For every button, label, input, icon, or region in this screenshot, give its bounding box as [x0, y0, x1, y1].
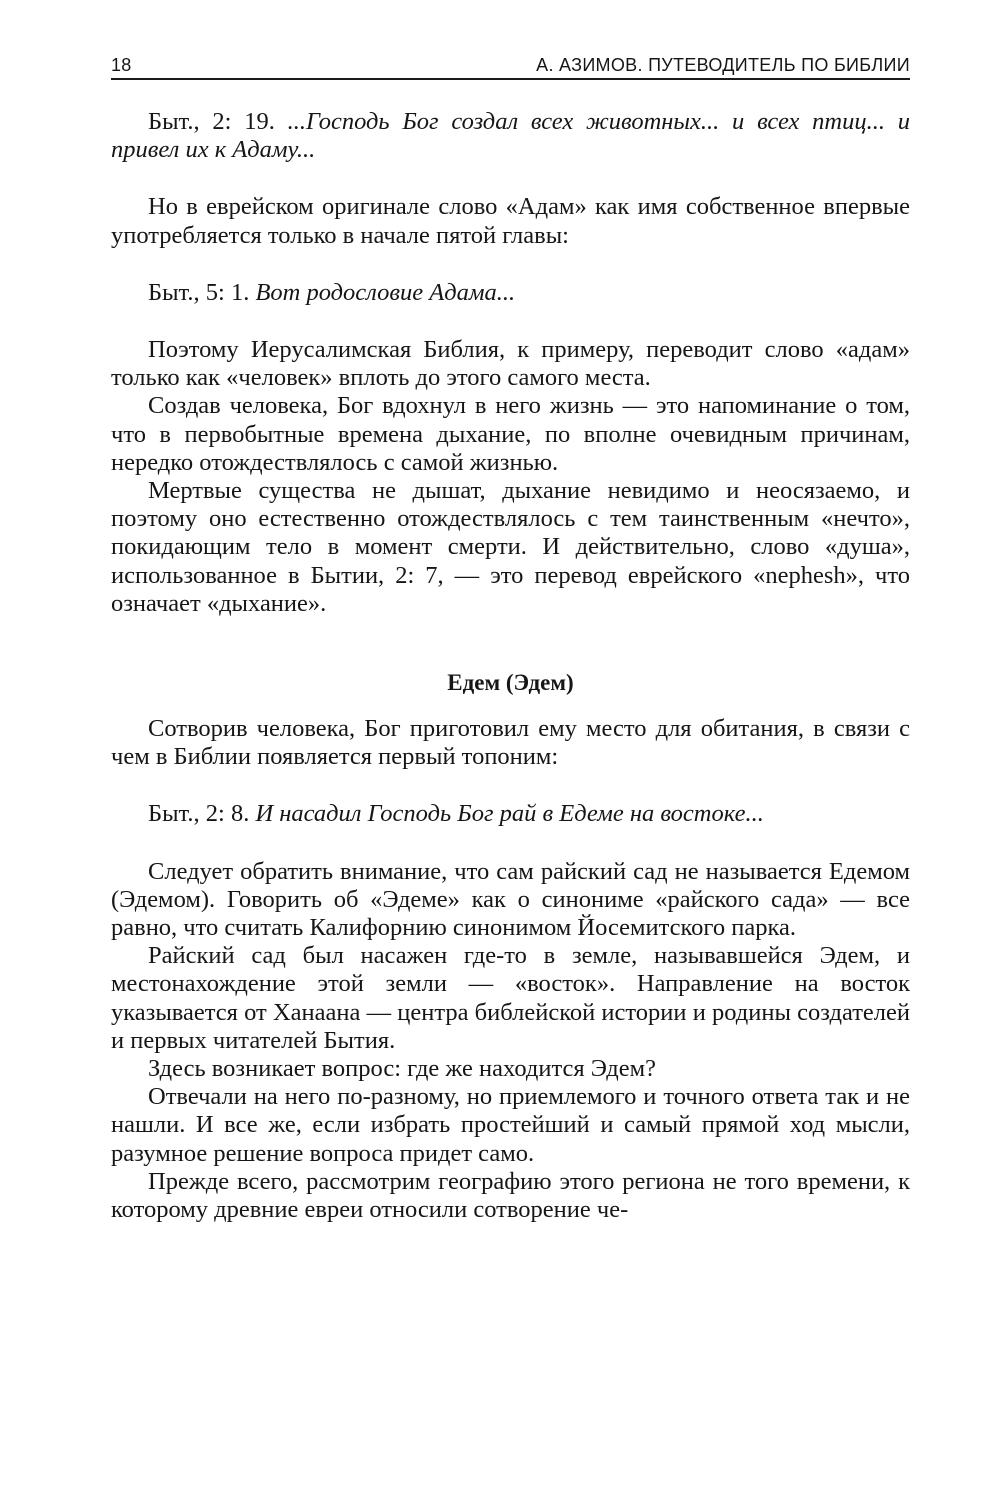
quote-text: ...Господь Бог создал всех животных... и всех птиц... и привел их к Адаму... [111, 108, 910, 164]
page-number: 18 [111, 55, 132, 75]
body-text [111, 108, 910, 1224]
quote-text: И насадил Господь Бог рай в Едеме на востоке... [255, 800, 764, 828]
paragraph: Создав человека, Бог вдохнул в него жизнь — это напоминание о том, что в первобытные времена дыхание, по вполне очевидным причинам, нередко отождествлялось с самой жизнью. [111, 392, 910, 476]
spacer [111, 698, 910, 715]
spacer [111, 250, 910, 279]
spacer [111, 618, 910, 668]
running-title: А. АЗИМОВ. ПУТЕВОДИТЕЛЬ ПО БИБЛИИ [536, 55, 910, 75]
paragraph: Здесь возникает вопрос: где же находится Эдем? [148, 1055, 657, 1083]
paragraph: Поэтому Иерусалимская Библия, к примеру, переводит слово «адам» только как «человек» вплоть до этого самого места. [111, 336, 910, 392]
paragraph: Райский сад был насажен где-то в земле, называвшейся Эдем, и местонахождение этой земли — «восток». Направление на восток указывается от Ханаана — центра библейской истории и родины создателей и первых читателей Бытия. [111, 942, 910, 1054]
quote-genesis-5-1 [111, 279, 910, 307]
book-page [111, 50, 910, 1224]
quote-text: Вот родословие Адама... [255, 278, 516, 306]
paragraph: Прежде всего, рассмотрим географию этого региона не того времени, к которому древние евреи относили сотворение че- [111, 1167, 910, 1224]
paragraph: Следует обратить внимание, что сам райский сад не называется Едемом (Эдемом). Говорить об «Эдеме» как о синониме «райского сада» — все равно, что считать Калифорнию синонимом Йосемитского парка. [111, 857, 910, 942]
section-heading: Едем (Эдем) [447, 670, 574, 696]
spacer [111, 829, 910, 858]
running-header [111, 50, 910, 80]
paragraph: Но в еврейском оригинале слово «Адам» как имя собственное впервые употребляется только в начале пятой главы: [111, 193, 910, 249]
paragraph: Мертвые существа не дышат, дыхание невидимо и неосязаемо, и поэтому оно естественно отождествлялось с тем таинственным «нечто», покидающим тело в момент смерти. И действительно, слово «душа», использованное в Бытии, 2: 7, — это перевод еврейского «nephesh», что означает «дыхание». [111, 477, 910, 617]
spacer [111, 307, 910, 336]
quote-reference: Быт., 2: 8. [148, 800, 250, 828]
quote-genesis-2-19 [111, 108, 910, 164]
paragraph: Отвечали на него по-разному, но приемлемого и точного ответа так и не нашли. И все же, если избрать простейший и самый прямой ход мысли, разумное решение вопроса придет само. [111, 1083, 910, 1167]
quote-reference: Быт., 2: 19. [148, 108, 275, 135]
quote-genesis-2-8 [111, 800, 910, 828]
spacer [111, 164, 910, 193]
quote-reference: Быт., 5: 1. [148, 278, 250, 306]
paragraph: Сотворив человека, Бог приготовил ему место для обитания, в связи с чем в Библии появляется первый топоним: [111, 715, 910, 771]
spacer [111, 771, 910, 800]
